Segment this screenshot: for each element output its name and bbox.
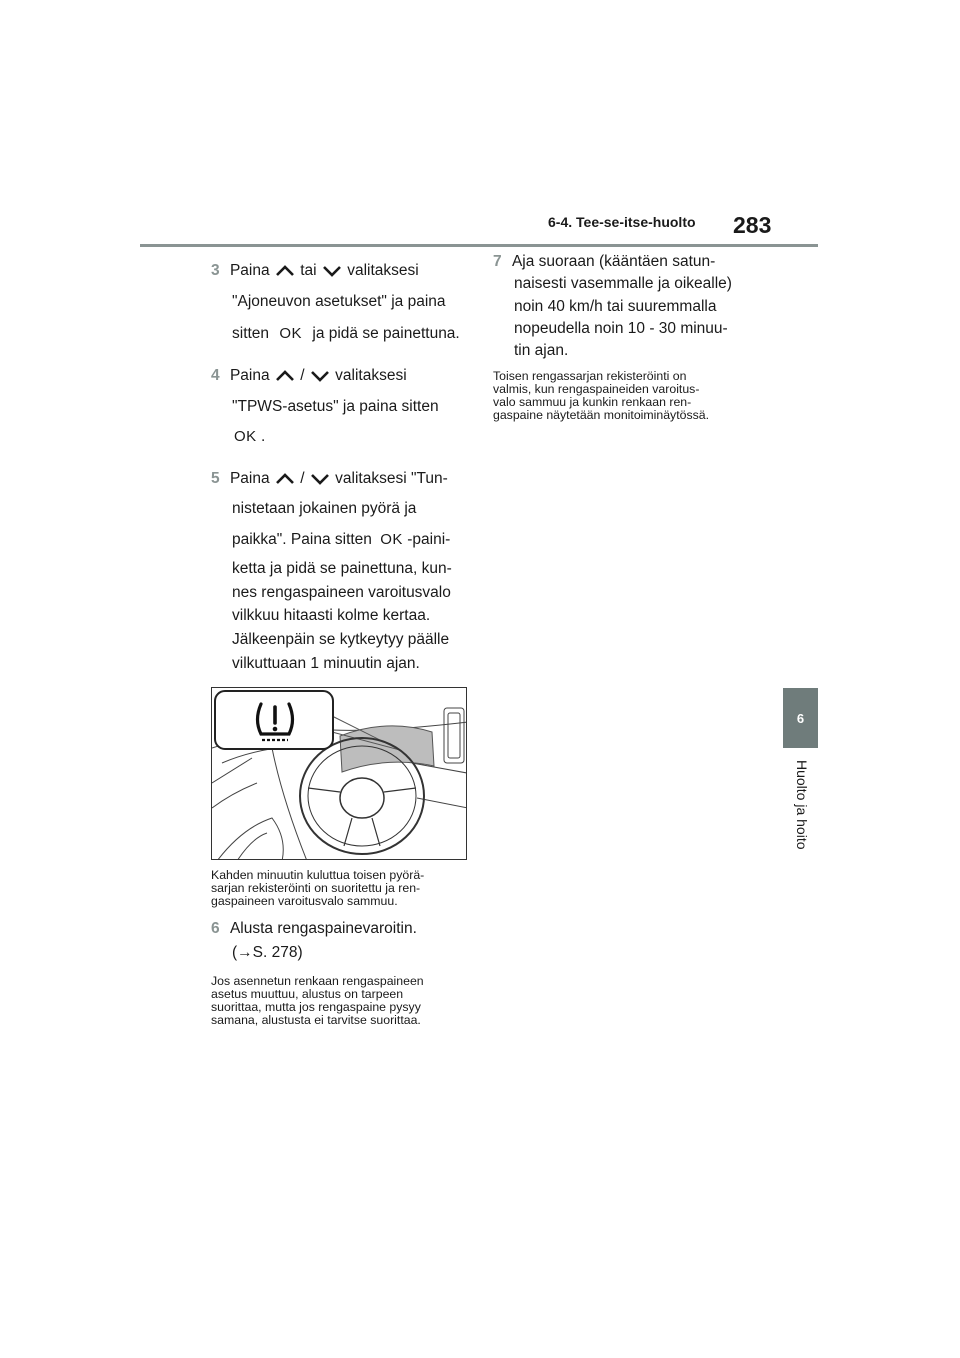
step-text: valitaksesi	[347, 262, 419, 279]
steering-wheel-illustration	[212, 688, 467, 860]
step-number: 3	[211, 262, 220, 279]
step-text: ja pidä se painettuna.	[312, 325, 460, 342]
step-text: vilkuttuaan 1 minuutin ajan.	[232, 655, 420, 672]
step-number: 5	[211, 470, 220, 487]
note-line: valmis, kun rengaspaineiden varoitus-	[493, 382, 700, 396]
note-line: asetus muuttuu, alustus on tarpeen	[211, 987, 404, 1001]
step-number: 6	[211, 920, 220, 937]
step-text: /	[300, 367, 305, 384]
step-number: 4	[211, 367, 220, 384]
caption-line: sarjan rekisteröinti on suoritettu ja ren-	[211, 881, 421, 895]
step-text: ketta ja pidä se painettuna, kun-	[232, 560, 452, 577]
chapter-label: Huolto ja hoito	[794, 760, 810, 850]
chapter-number: 6	[796, 711, 805, 726]
note-line: valo sammuu ja kunkin renkaan ren-	[493, 395, 692, 409]
ok-button-glyph: OK	[380, 531, 403, 548]
chevron-up-icon	[274, 472, 296, 486]
caption-line: Kahden minuutin kuluttua toisen pyörä-	[211, 868, 425, 882]
step-text: valitaksesi "Tun-	[335, 470, 448, 487]
step-text: Jälkeenpäin se kytkeytyy päälle	[232, 631, 450, 648]
step-text: tai	[300, 262, 317, 279]
step-text: valitaksesi	[335, 367, 407, 384]
step-text: Paina	[229, 470, 270, 487]
step-text: nes rengaspaineen varoitusvalo	[232, 584, 451, 601]
step-text: nopeudella noin 10 - 30 minuu-	[514, 320, 728, 337]
step-text: Paina	[229, 367, 270, 384]
step-text: naisesti vasemmalle ja oikealle)	[514, 275, 732, 292]
chevron-down-icon	[309, 472, 331, 486]
step-number: 7	[493, 253, 502, 270]
step-text: paikka". Paina sitten	[232, 531, 372, 548]
note-line: Toisen rengassarjan rekisteröinti on	[493, 369, 687, 383]
note-line: suorittaa, mutta jos rengaspaine pysyy	[211, 1000, 421, 1014]
chapter-label-container	[772, 760, 830, 880]
chevron-down-icon	[321, 264, 343, 278]
step-text: /	[300, 470, 305, 487]
step-text: sitten	[232, 325, 270, 342]
chevron-up-icon	[274, 369, 296, 383]
step-text: "Ajoneuvon asetukset" ja paina	[232, 293, 446, 310]
step-text: Alusta rengaspainevaroitin.	[229, 920, 417, 937]
step-text: -paini-	[407, 531, 451, 548]
note-line: gaspaine näytetään monitoiminäytössä.	[493, 408, 710, 422]
note-line: samana, alustusta ei tarvitse suorittaa.	[211, 1013, 421, 1027]
step-text: vilkkuu hitaasti kolme kertaa.	[232, 607, 431, 624]
header-rule	[140, 244, 818, 247]
chevron-up-icon	[274, 264, 296, 278]
step-text: Aja suoraan (kääntäen satun-	[511, 253, 716, 270]
dashboard-illustration	[211, 687, 467, 860]
step-text: nistetaan jokainen pyörä ja	[232, 500, 417, 517]
step-text: .	[261, 428, 266, 445]
section-title: 6-4. Tee-se-itse-huolto	[548, 214, 696, 230]
page-reference-link[interactable]: (→S. 278)	[232, 944, 303, 961]
step-text: noin 40 km/h tai suuremmalla	[514, 298, 717, 315]
chevron-down-icon	[309, 369, 331, 383]
step-text: Paina	[229, 262, 270, 279]
ok-button-glyph: OK	[234, 428, 257, 445]
caption-line: gaspaineen varoitusvalo sammuu.	[211, 894, 398, 908]
step-text: tin ajan.	[514, 342, 569, 359]
ok-button-glyph: OK	[279, 325, 303, 342]
note-line: Jos asennetun renkaan rengaspaineen	[211, 974, 424, 988]
step-text: "TPWS-asetus" ja paina sitten	[232, 398, 439, 415]
page-number: 283	[733, 212, 772, 238]
